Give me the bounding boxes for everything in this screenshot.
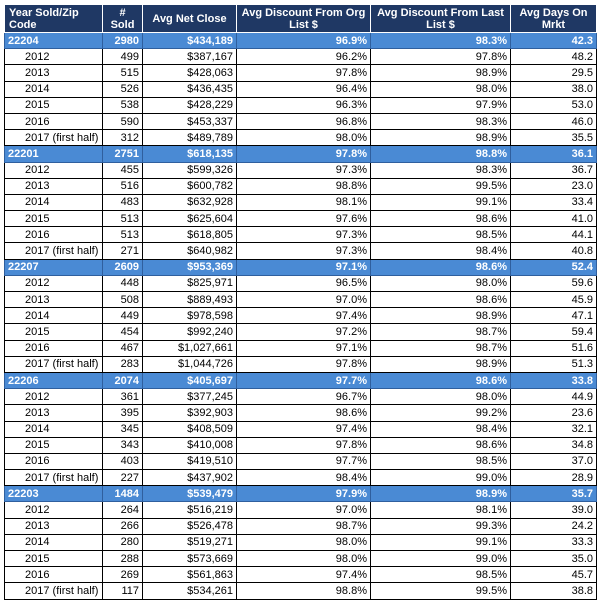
net-close-cell[interactable]: $489,789 <box>143 130 237 146</box>
org-discount-cell[interactable]: 96.3% <box>237 97 371 113</box>
year-row <box>5 227 597 243</box>
sold-cell[interactable]: 1484 <box>103 486 143 502</box>
net-close-cell[interactable]: $561,863 <box>143 567 237 583</box>
net-close-cell[interactable]: $825,971 <box>143 275 237 291</box>
last-discount-cell[interactable]: 99.1% <box>371 534 511 550</box>
days-cell[interactable]: 35.7 <box>511 486 597 502</box>
org-discount-cell[interactable]: 97.0% <box>237 292 371 308</box>
last-discount-cell[interactable]: 98.0% <box>371 275 511 291</box>
org-discount-cell[interactable]: 97.1% <box>237 340 371 356</box>
year-row <box>5 583 597 599</box>
org-discount-cell[interactable]: 97.2% <box>237 324 371 340</box>
org-discount-cell[interactable]: 97.3% <box>237 227 371 243</box>
net-close-cell[interactable]: $436,435 <box>143 81 237 97</box>
days-cell[interactable]: 36.7 <box>511 162 597 178</box>
last-discount-cell[interactable]: 98.8% <box>371 146 511 162</box>
org-discount-cell[interactable]: 97.8% <box>237 437 371 453</box>
sold-cell[interactable]: 403 <box>103 453 143 469</box>
net-close-cell[interactable]: $889,493 <box>143 292 237 308</box>
sold-cell[interactable]: 117 <box>103 583 143 599</box>
last-discount-cell[interactable]: 98.9% <box>371 130 511 146</box>
org-discount-cell[interactable]: 98.8% <box>237 178 371 194</box>
year-cell[interactable]: 2015 <box>5 551 103 567</box>
net-close-cell[interactable]: $405,697 <box>143 372 237 388</box>
org-discount-cell[interactable]: 98.4% <box>237 470 371 486</box>
zip-group-row <box>5 146 597 162</box>
days-cell[interactable]: 51.6 <box>511 340 597 356</box>
net-close-cell[interactable]: $392,903 <box>143 405 237 421</box>
last-discount-cell[interactable]: 98.3% <box>371 33 511 49</box>
last-discount-cell[interactable]: 97.9% <box>371 97 511 113</box>
days-cell[interactable]: 46.0 <box>511 113 597 129</box>
year-row <box>5 534 597 550</box>
days-cell[interactable]: 53.0 <box>511 97 597 113</box>
last-discount-cell[interactable]: 98.9% <box>371 65 511 81</box>
year-row <box>5 275 597 291</box>
org-discount-cell[interactable]: 97.8% <box>237 356 371 372</box>
net-close-cell[interactable]: $992,240 <box>143 324 237 340</box>
days-cell[interactable]: 42.3 <box>511 33 597 49</box>
year-row <box>5 308 597 324</box>
year-cell[interactable]: 2016 <box>5 227 103 243</box>
last-discount-cell[interactable]: 98.4% <box>371 421 511 437</box>
net-close-cell[interactable]: $1,044,726 <box>143 356 237 372</box>
year-row <box>5 81 597 97</box>
last-discount-cell[interactable]: 98.6% <box>371 292 511 308</box>
net-close-cell[interactable]: $978,598 <box>143 308 237 324</box>
net-close-cell[interactable]: $516,219 <box>143 502 237 518</box>
last-discount-cell[interactable]: 99.5% <box>371 583 511 599</box>
year-row <box>5 113 597 129</box>
net-close-cell[interactable]: $519,271 <box>143 534 237 550</box>
net-close-cell[interactable]: $1,027,661 <box>143 340 237 356</box>
days-cell[interactable]: 35.5 <box>511 130 597 146</box>
zip-group-row <box>5 259 597 275</box>
header-avg-net-close[interactable]: Avg Net Close <box>143 5 237 33</box>
org-discount-cell[interactable]: 97.0% <box>237 502 371 518</box>
days-cell[interactable]: 36.1 <box>511 146 597 162</box>
last-discount-cell[interactable]: 98.0% <box>371 389 511 405</box>
sold-cell[interactable]: 2980 <box>103 33 143 49</box>
zip-group-row <box>5 372 597 388</box>
net-close-cell[interactable]: $539,479 <box>143 486 237 502</box>
last-discount-cell[interactable]: 98.4% <box>371 243 511 259</box>
days-cell[interactable]: 37.0 <box>511 453 597 469</box>
net-close-cell[interactable]: $428,063 <box>143 65 237 81</box>
year-row <box>5 243 597 259</box>
year-row <box>5 356 597 372</box>
days-cell[interactable]: 39.0 <box>511 502 597 518</box>
zip-group-row <box>5 486 597 502</box>
org-discount-cell[interactable]: 96.8% <box>237 113 371 129</box>
year-row <box>5 49 597 65</box>
last-discount-cell[interactable]: 98.6% <box>371 211 511 227</box>
org-discount-cell[interactable]: 97.6% <box>237 211 371 227</box>
sold-cell[interactable]: 269 <box>103 567 143 583</box>
year-row <box>5 292 597 308</box>
days-cell[interactable]: 51.3 <box>511 356 597 372</box>
last-discount-cell[interactable]: 99.0% <box>371 551 511 567</box>
days-cell[interactable]: 24.2 <box>511 518 597 534</box>
spreadsheet <box>4 4 596 600</box>
days-cell[interactable]: 35.0 <box>511 551 597 567</box>
last-discount-cell[interactable]: 99.2% <box>371 405 511 421</box>
year-cell[interactable]: 2017 (first half) <box>5 130 103 146</box>
days-cell[interactable]: 28.9 <box>511 470 597 486</box>
year-cell[interactable]: 2012 <box>5 502 103 518</box>
header-sold[interactable]: # Sold <box>103 5 143 33</box>
org-discount-cell[interactable]: 98.0% <box>237 534 371 550</box>
year-cell[interactable]: 2017 (first half) <box>5 356 103 372</box>
org-discount-cell[interactable]: 97.3% <box>237 243 371 259</box>
org-discount-cell[interactable]: 96.9% <box>237 33 371 49</box>
net-close-cell[interactable]: $410,008 <box>143 437 237 453</box>
year-cell[interactable]: 2012 <box>5 49 103 65</box>
year-row <box>5 453 597 469</box>
last-discount-cell[interactable]: 99.1% <box>371 194 511 210</box>
net-close-cell[interactable]: $573,669 <box>143 551 237 567</box>
header-days-on-market[interactable]: Avg Days On Mrkt <box>511 5 597 33</box>
year-row <box>5 502 597 518</box>
last-discount-cell[interactable]: 98.9% <box>371 486 511 502</box>
last-discount-cell[interactable]: 99.0% <box>371 470 511 486</box>
days-cell[interactable]: 29.5 <box>511 65 597 81</box>
sold-cell[interactable]: 513 <box>103 211 143 227</box>
sold-cell[interactable]: 499 <box>103 49 143 65</box>
org-discount-cell[interactable]: 97.3% <box>237 162 371 178</box>
year-cell[interactable]: 2013 <box>5 65 103 81</box>
year-cell[interactable]: 2014 <box>5 534 103 550</box>
last-discount-cell[interactable]: 99.5% <box>371 178 511 194</box>
sold-cell[interactable]: 449 <box>103 308 143 324</box>
year-cell[interactable]: 2016 <box>5 567 103 583</box>
year-cell[interactable]: 2015 <box>5 211 103 227</box>
days-cell[interactable]: 47.1 <box>511 308 597 324</box>
sold-cell[interactable]: 271 <box>103 243 143 259</box>
last-discount-cell[interactable]: 98.7% <box>371 324 511 340</box>
year-cell[interactable]: 2017 (first half) <box>5 583 103 599</box>
year-row <box>5 178 597 194</box>
last-discount-cell[interactable]: 98.5% <box>371 567 511 583</box>
days-cell[interactable]: 34.8 <box>511 437 597 453</box>
zip-cell[interactable]: 22201 <box>5 146 103 162</box>
sold-cell[interactable]: 288 <box>103 551 143 567</box>
net-close-cell[interactable]: $599,326 <box>143 162 237 178</box>
year-row <box>5 65 597 81</box>
net-close-cell[interactable]: $408,509 <box>143 421 237 437</box>
last-discount-cell[interactable]: 99.3% <box>371 518 511 534</box>
year-cell[interactable]: 2016 <box>5 113 103 129</box>
days-cell[interactable]: 38.0 <box>511 81 597 97</box>
year-row <box>5 389 597 405</box>
sold-cell[interactable]: 538 <box>103 97 143 113</box>
year-row <box>5 421 597 437</box>
header-discount-org-list[interactable]: Avg Discount From Org List $ <box>237 5 371 33</box>
days-cell[interactable]: 59.6 <box>511 275 597 291</box>
year-cell[interactable]: 2014 <box>5 194 103 210</box>
sold-cell[interactable]: 395 <box>103 405 143 421</box>
org-discount-cell[interactable]: 96.4% <box>237 81 371 97</box>
net-close-cell[interactable]: $434,189 <box>143 33 237 49</box>
year-cell[interactable]: 2014 <box>5 421 103 437</box>
sold-cell[interactable]: 280 <box>103 534 143 550</box>
year-row <box>5 551 597 567</box>
sold-cell[interactable]: 483 <box>103 194 143 210</box>
zip-cell[interactable]: 22204 <box>5 33 103 49</box>
org-discount-cell[interactable]: 98.6% <box>237 405 371 421</box>
header-year-zip[interactable]: Year Sold/Zip Code <box>5 5 103 33</box>
sold-cell[interactable]: 361 <box>103 389 143 405</box>
last-discount-cell[interactable]: 98.5% <box>371 453 511 469</box>
year-cell[interactable]: 2016 <box>5 453 103 469</box>
days-cell[interactable]: 59.4 <box>511 324 597 340</box>
sold-cell[interactable]: 2074 <box>103 372 143 388</box>
zip-cell[interactable]: 22207 <box>5 259 103 275</box>
sold-cell[interactable]: 467 <box>103 340 143 356</box>
net-close-cell[interactable]: $437,902 <box>143 470 237 486</box>
days-cell[interactable]: 23.0 <box>511 178 597 194</box>
org-discount-cell[interactable]: 97.4% <box>237 308 371 324</box>
org-discount-cell[interactable]: 98.7% <box>237 518 371 534</box>
last-discount-cell[interactable]: 98.0% <box>371 81 511 97</box>
sales-table <box>4 4 597 600</box>
sold-cell[interactable]: 283 <box>103 356 143 372</box>
sold-cell[interactable]: 516 <box>103 178 143 194</box>
sold-cell[interactable]: 513 <box>103 227 143 243</box>
org-discount-cell[interactable]: 98.1% <box>237 194 371 210</box>
sold-cell[interactable]: 590 <box>103 113 143 129</box>
net-close-cell[interactable]: $640,982 <box>143 243 237 259</box>
sold-cell[interactable]: 227 <box>103 470 143 486</box>
org-discount-cell[interactable]: 97.1% <box>237 259 371 275</box>
org-discount-cell[interactable]: 97.8% <box>237 146 371 162</box>
net-close-cell[interactable]: $453,337 <box>143 113 237 129</box>
year-cell[interactable]: 2017 (first half) <box>5 470 103 486</box>
days-cell[interactable]: 41.0 <box>511 211 597 227</box>
year-cell[interactable]: 2013 <box>5 178 103 194</box>
net-close-cell[interactable]: $428,229 <box>143 97 237 113</box>
year-row <box>5 324 597 340</box>
net-close-cell[interactable]: $625,604 <box>143 211 237 227</box>
days-cell[interactable]: 45.9 <box>511 292 597 308</box>
net-close-cell[interactable]: $387,167 <box>143 49 237 65</box>
last-discount-cell[interactable]: 98.9% <box>371 356 511 372</box>
net-close-cell[interactable]: $377,245 <box>143 389 237 405</box>
org-discount-cell[interactable]: 96.2% <box>237 49 371 65</box>
year-row <box>5 211 597 227</box>
zip-cell[interactable]: 22206 <box>5 372 103 388</box>
sold-cell[interactable]: 526 <box>103 81 143 97</box>
sold-cell[interactable]: 454 <box>103 324 143 340</box>
days-cell[interactable]: 45.7 <box>511 567 597 583</box>
sold-cell[interactable]: 312 <box>103 130 143 146</box>
header-discount-last-list[interactable]: Avg Discount From Last List $ <box>371 5 511 33</box>
last-discount-cell[interactable]: 98.6% <box>371 437 511 453</box>
sold-cell[interactable]: 264 <box>103 502 143 518</box>
org-discount-cell[interactable]: 97.7% <box>237 372 371 388</box>
sold-cell[interactable]: 508 <box>103 292 143 308</box>
year-cell[interactable]: 2013 <box>5 292 103 308</box>
last-discount-cell[interactable]: 97.8% <box>371 49 511 65</box>
year-row <box>5 437 597 453</box>
year-cell[interactable]: 2014 <box>5 308 103 324</box>
net-close-cell[interactable]: $600,782 <box>143 178 237 194</box>
last-discount-cell[interactable]: 98.9% <box>371 308 511 324</box>
net-close-cell[interactable]: $618,805 <box>143 227 237 243</box>
sold-cell[interactable]: 515 <box>103 65 143 81</box>
sold-cell[interactable]: 448 <box>103 275 143 291</box>
sold-cell[interactable]: 343 <box>103 437 143 453</box>
days-cell[interactable]: 44.1 <box>511 227 597 243</box>
days-cell[interactable]: 48.2 <box>511 49 597 65</box>
org-discount-cell[interactable]: 98.0% <box>237 551 371 567</box>
year-cell[interactable]: 2017 (first half) <box>5 243 103 259</box>
year-cell[interactable]: 2015 <box>5 324 103 340</box>
net-close-cell[interactable]: $419,510 <box>143 453 237 469</box>
net-close-cell[interactable]: $534,261 <box>143 583 237 599</box>
year-row <box>5 340 597 356</box>
days-cell[interactable]: 32.1 <box>511 421 597 437</box>
year-row <box>5 97 597 113</box>
org-discount-cell[interactable]: 97.8% <box>237 65 371 81</box>
net-close-cell[interactable]: $618,135 <box>143 146 237 162</box>
last-discount-cell[interactable]: 98.1% <box>371 502 511 518</box>
zip-cell[interactable]: 22203 <box>5 486 103 502</box>
net-close-cell[interactable]: $953,369 <box>143 259 237 275</box>
days-cell[interactable]: 33.3 <box>511 534 597 550</box>
zip-group-row <box>5 33 597 49</box>
sold-cell[interactable]: 266 <box>103 518 143 534</box>
year-cell[interactable]: 2016 <box>5 340 103 356</box>
org-discount-cell[interactable]: 97.4% <box>237 421 371 437</box>
sold-cell[interactable]: 2751 <box>103 146 143 162</box>
org-discount-cell[interactable]: 96.7% <box>237 389 371 405</box>
year-cell[interactable]: 2013 <box>5 405 103 421</box>
org-discount-cell[interactable]: 97.9% <box>237 486 371 502</box>
org-discount-cell[interactable]: 97.7% <box>237 453 371 469</box>
last-discount-cell[interactable]: 98.3% <box>371 113 511 129</box>
last-discount-cell[interactable]: 98.6% <box>371 259 511 275</box>
year-row <box>5 405 597 421</box>
days-cell[interactable]: 33.4 <box>511 194 597 210</box>
year-cell[interactable]: 2015 <box>5 437 103 453</box>
sold-cell[interactable]: 2609 <box>103 259 143 275</box>
last-discount-cell[interactable]: 98.6% <box>371 372 511 388</box>
year-row <box>5 518 597 534</box>
last-discount-cell[interactable]: 98.3% <box>371 162 511 178</box>
org-discount-cell[interactable]: 97.4% <box>237 567 371 583</box>
days-cell[interactable]: 38.8 <box>511 583 597 599</box>
year-row <box>5 470 597 486</box>
year-row <box>5 567 597 583</box>
days-cell[interactable]: 52.4 <box>511 259 597 275</box>
org-discount-cell[interactable]: 98.0% <box>237 130 371 146</box>
net-close-cell[interactable]: $632,928 <box>143 194 237 210</box>
year-cell[interactable]: 2013 <box>5 518 103 534</box>
days-cell[interactable]: 23.6 <box>511 405 597 421</box>
year-cell[interactable]: 2014 <box>5 81 103 97</box>
sold-cell[interactable]: 345 <box>103 421 143 437</box>
org-discount-cell[interactable]: 98.8% <box>237 583 371 599</box>
days-cell[interactable]: 44.9 <box>511 389 597 405</box>
year-row <box>5 162 597 178</box>
year-cell[interactable]: 2012 <box>5 389 103 405</box>
last-discount-cell[interactable]: 98.5% <box>371 227 511 243</box>
header-row <box>5 5 597 33</box>
year-cell[interactable]: 2012 <box>5 162 103 178</box>
year-cell[interactable]: 2015 <box>5 97 103 113</box>
last-discount-cell[interactable]: 98.7% <box>371 340 511 356</box>
days-cell[interactable]: 33.8 <box>511 372 597 388</box>
org-discount-cell[interactable]: 96.5% <box>237 275 371 291</box>
net-close-cell[interactable]: $526,478 <box>143 518 237 534</box>
year-row <box>5 130 597 146</box>
sold-cell[interactable]: 455 <box>103 162 143 178</box>
year-row <box>5 194 597 210</box>
year-cell[interactable]: 2012 <box>5 275 103 291</box>
days-cell[interactable]: 40.8 <box>511 243 597 259</box>
